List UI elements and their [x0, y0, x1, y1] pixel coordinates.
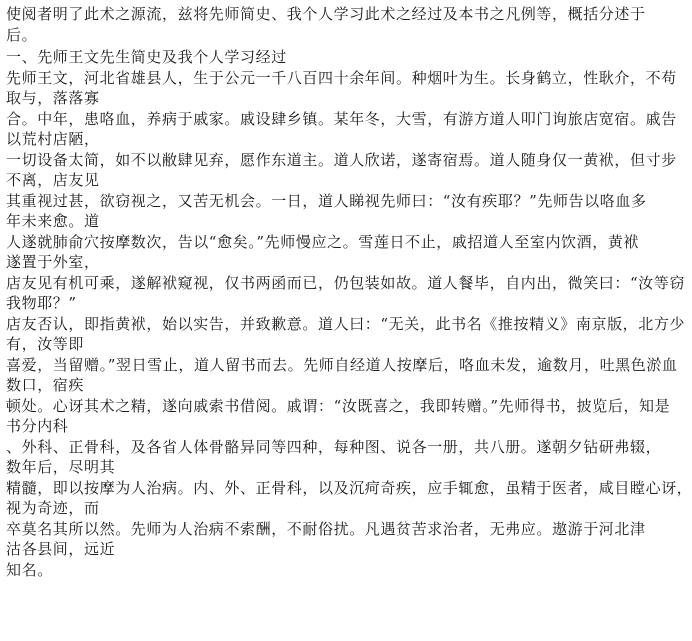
body-line: 顿处。心讶其术之精，遂向戚索书借阅。戚谓：“汝既喜之，我即转赠。”先师得书，披览后，知是	[6, 396, 671, 415]
body-line: 遂置于外室，	[6, 253, 100, 271]
body-line: 沽各县间，远近	[6, 540, 116, 558]
body-line: 店友否认，即指黄袱，始以实告，并致歉意。道人曰：“无关，此书名《推按精义》南京版，北方少	[6, 314, 686, 333]
body-line: 店友见有机可乘，遂解袱窥视，仅书两函而已，仍包装如故。道人餐毕，自内出，微笑曰：“汝等窃	[6, 273, 686, 292]
body-line: 喜爱，当留赠。”翌日雪止，道人留书而去。先师自经道人按摩后，咯血未发，逾数月，吐黑色淤血	[6, 355, 678, 374]
body-line: 年未来愈。道	[6, 212, 100, 230]
body-line: 我物耶？”	[6, 294, 77, 312]
intro-line: 使阅者明了此术之源流，兹将先师简史、我个人学习此术之经过及本书之凡例等，概括分述于	[6, 5, 646, 23]
body-line: 不离，店友见	[6, 171, 100, 189]
intro-line: 后。	[6, 25, 38, 44]
body-line: 以荒村店陋，	[6, 130, 100, 148]
body-line: 合。中年，患咯血，养病于戚家。戚设肆乡镇。某年冬，大雪，有游方道人叩门询旅店宽宿。戚告	[6, 109, 677, 128]
body-line: 一切设备太简，如不以敝肆见弃，愿作东道主。道人欣诺，遂寄宿焉。道人随身仅一黄袱，但寸步	[6, 150, 677, 169]
body-line: 取与，落落寡	[6, 89, 100, 107]
body-line: 数年后，尽明其	[6, 458, 116, 476]
body-line: 书分内科	[6, 417, 69, 435]
body-line: 人遂就肺俞穴按摩数次，告以“愈矣。”先师慢应之。雪莲日不止，戚招道人至室内饮酒，黄袱	[6, 232, 640, 251]
body-line: 视为奇迹，而	[6, 499, 100, 517]
body-line: 卒莫名其所以然。先师为人治病不索酬，不耐俗扰。凡遇贫苦求治者，无弗应。遨游于河北津	[6, 519, 646, 538]
body-line: 精髓，即以按摩为人治病。内、外、正骨科，以及沉疴奇疾，应手辄愈，虽精于医者，咸目瞠心讶，	[6, 478, 692, 497]
body-line: 知名。	[6, 560, 53, 579]
body-line: 其重视过甚，欲窃视之，又苦无机会。一日，道人睇视先师曰：“汝有疾耶？”先师告以咯血多	[6, 191, 647, 210]
body-line: 数口，宿疾	[6, 376, 85, 394]
body-line: 有，汝等即	[6, 335, 85, 353]
body-line: 先师王文，河北省雄县人，生于公元一千八百四十余年间。种烟叶为生。长身鹤立，性耿介，不苟	[6, 68, 677, 87]
section-heading: 一、先师王文先生简史及我个人学习经过	[6, 48, 287, 66]
body-line: 、外科、正骨科，及各省人体骨骼异同等四种，每种图、说各一册，共八册。遂朝夕钻研弗辍，	[6, 437, 662, 456]
